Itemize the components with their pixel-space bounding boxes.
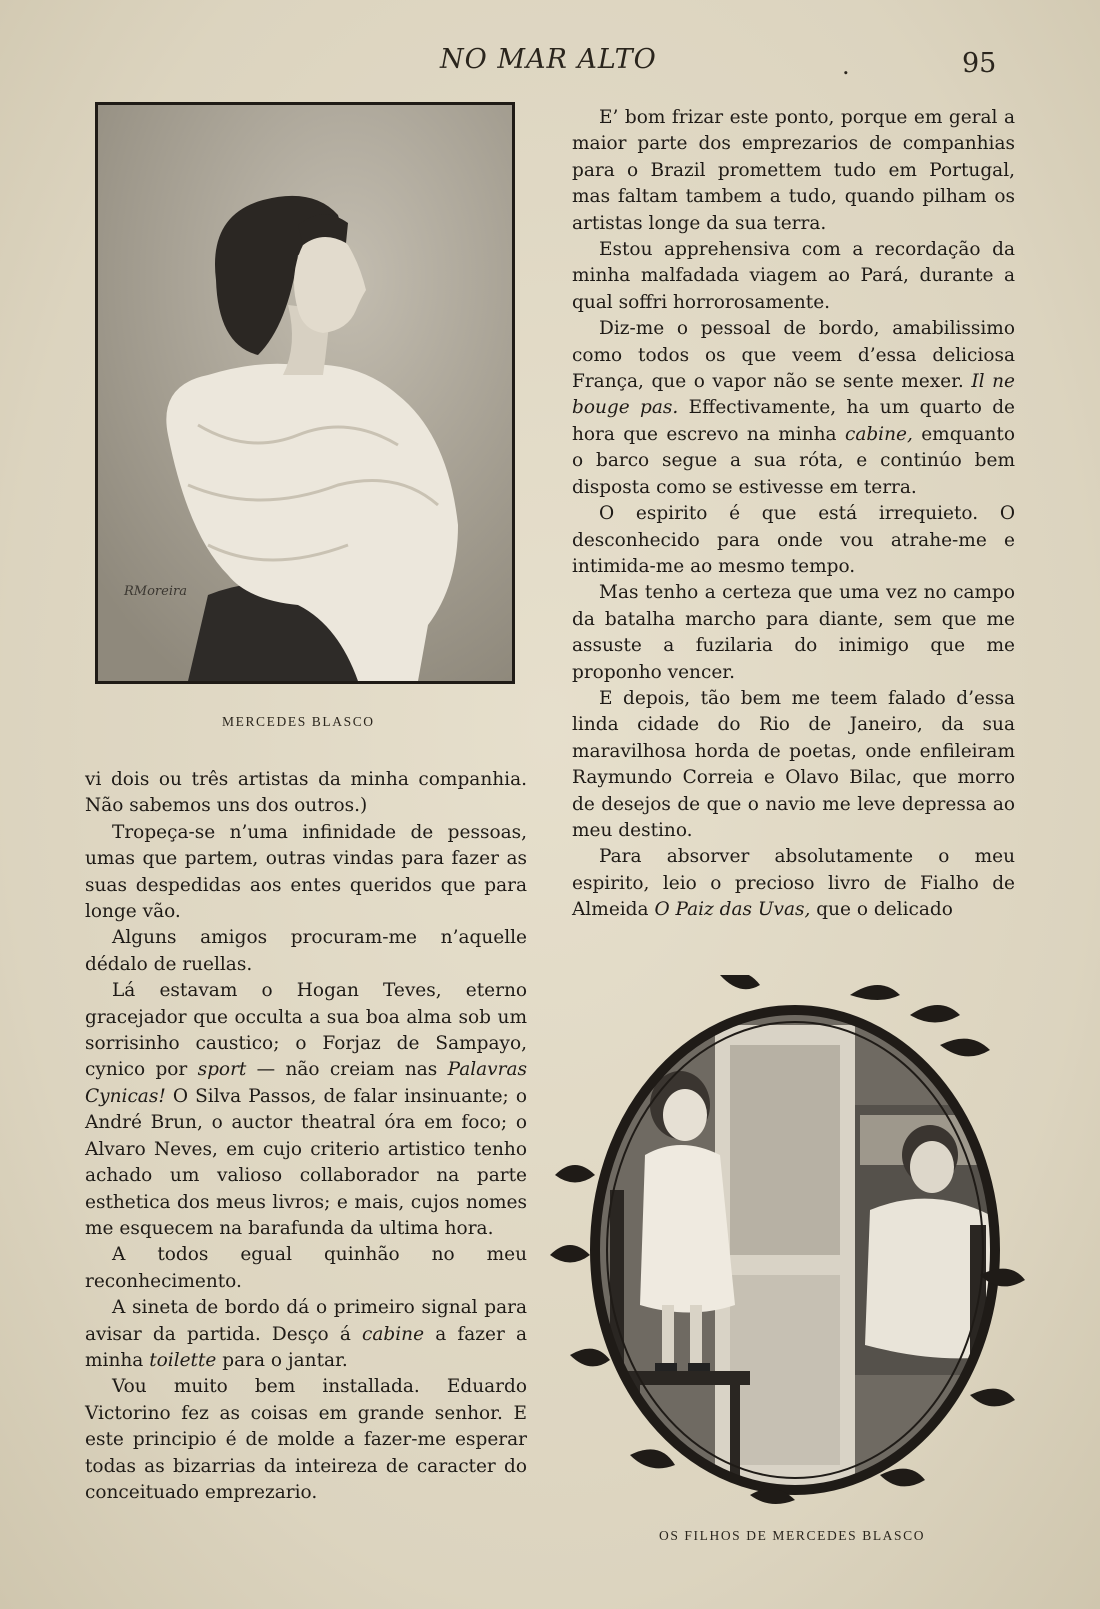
paragraph: Mas tenho a certeza que uma vez no campo da batalha marcho para diante, sem que me assuste a fuzilaria do inimigo que me proponho vencer. <box>572 582 1015 683</box>
photographer-signature: RMoreira <box>124 584 187 599</box>
text-column-left <box>85 767 527 1506</box>
paragraph: O espirito é que está irrequieto. O desconhecido para onde vou atrahe-me e intimida-me ao mesmo tempo. <box>572 503 1015 577</box>
paragraph: Tropeça-se n’uma infinidade de pessoas, umas que partem, outras vindas para fazer as suas despedidas aos entes queridos que para longe vão. <box>85 821 527 923</box>
paragraph: A sineta de bordo dá o primeiro signal para avisar da partida. Desço á cabine a fazer a minha toilette para o jantar. <box>85 1297 527 1371</box>
paragraph: vi dois ou três artistas da minha companhia. Não sabemos uns dos outros.) <box>85 769 527 817</box>
portrait-caption: MERCEDES BLASCO <box>222 714 375 729</box>
portrait-photo-mercedes-blasco <box>95 102 515 684</box>
paragraph: Alguns amigos procuram-me n’aquelle dédalo de ruellas. <box>85 927 527 975</box>
portrait-illustration <box>98 105 512 681</box>
paragraph: Vou muito bem installada. Eduardo Victorino fez as coisas em grande senhor. E este principio é de molde a fazer-me esperar todas as bizarrias da inteireza de caracter do conceituado emprezario. <box>85 1376 527 1503</box>
header-separator: . <box>842 52 850 80</box>
paragraph: Lá estavam o Hogan Teves, eterno gracejador que occulta a sua boa alma sob um sorrisinho caustico; o Forjaz de Sampayo, cynico por sport — não creiam nas Palavras Cynicas! O Silva Passos, de falar insinuante; o André Brun, o auctor theatral óra em foco; o Alvaro Neves, em cujo criterio artistico tenho achado um valioso collaborador na parte esthetica dos meus livros; e mais, cujos nomes me esquecem na barafunda da ultima hora. <box>85 980 527 1239</box>
paragraph: A todos egual quinhão no meu reconhecimento. <box>85 1244 527 1292</box>
page-number: 95 <box>962 48 997 79</box>
children-illustration <box>550 975 1040 1515</box>
paragraph: E depois, tão bem me teem falado d’essa linda cidade do Rio de Janeiro, da sua maravilhosa horda de poetas, onde enfileiram Raymundo Correia e Olavo Bilac, que morro de desejos de que o navio me leve depressa ao meu destino. <box>572 687 1015 841</box>
running-header-title: NO MAR ALTO <box>440 44 657 75</box>
paragraph: Para absorver absolutamente o meu espirito, leio o precioso livro de Fialho de Almeida O Paiz das Uvas, que o delicado <box>572 846 1015 921</box>
paragraph: Estou apprehensiva com a recordação da minha malfadada viagem ao Pará, durante a qual soffri horrorosamente. <box>572 239 1015 313</box>
paragraph: E’ bom frizar este ponto, porque em geral a maior parte dos emprezarios de companhias para o Brazil promettem tudo em Portugal, mas faltam tambem a tudo, quando pilham os artistas longe da sua terra. <box>572 107 1015 234</box>
children-photo-oval <box>550 975 1040 1515</box>
text-column-right <box>572 105 1015 924</box>
children-photo-caption: OS FILHOS DE MERCEDES BLASCO <box>659 1528 926 1543</box>
paragraph: Diz-me o pessoal de bordo, amabilissimo como todos os que veem d’essa deliciosa França, que o vapor não se sente mexer. Il ne bouge pas. Effectivamente, ha um quarto de hora que escrevo na minha cabine, emquanto o barco segue a sua róta, e continúo bem disposta como se estivesse em terra. <box>572 318 1016 498</box>
